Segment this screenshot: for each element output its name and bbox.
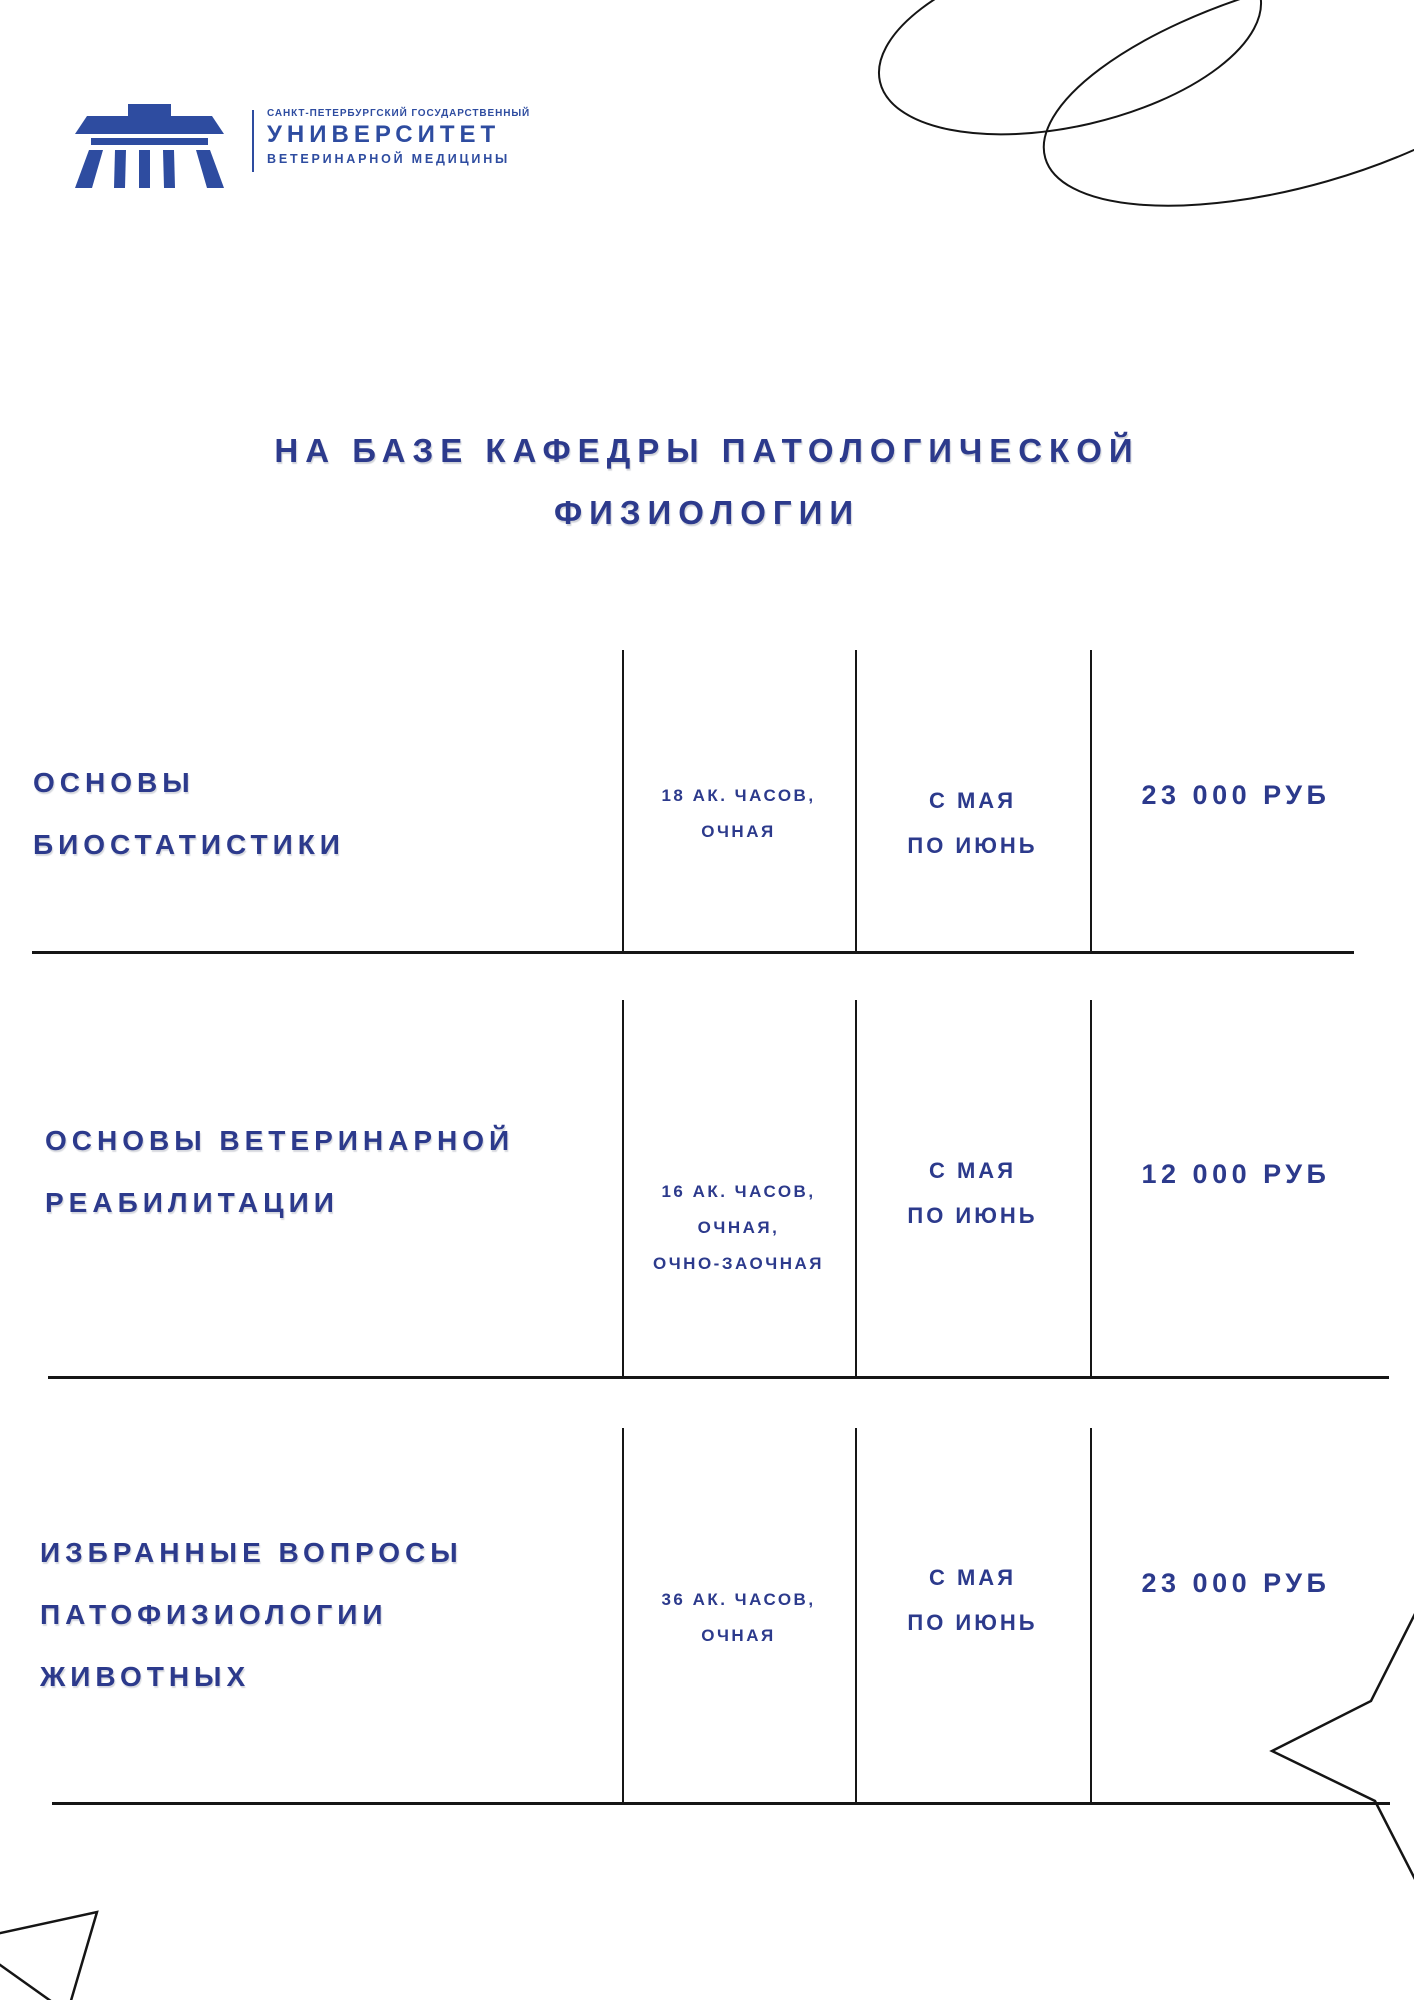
course-name-line: ЖИВОТНЫХ xyxy=(40,1661,251,1692)
course-name-line: РЕАБИЛИТАЦИИ xyxy=(45,1187,339,1218)
course-dates: С МАЯ ПО ИЮНЬ xyxy=(907,788,1038,858)
table-vline xyxy=(1090,1428,1092,1803)
course-dates: С МАЯ ПО ИЮНЬ xyxy=(907,1158,1038,1228)
org-name-top: САНКТ-ПЕТЕРБУРГСКИЙ ГОСУДАРСТВЕННЫЙ xyxy=(267,108,531,119)
university-logo xyxy=(75,100,555,195)
university-portico-icon xyxy=(75,104,224,188)
course-name xyxy=(45,1110,514,1234)
course-name-line: ОСНОВЫ xyxy=(33,767,195,798)
course-name-line: ИЗБРАННЫЕ ВОПРОСЫ xyxy=(40,1537,463,1568)
star-outline-icon xyxy=(1230,1590,1414,2000)
course-dates: С МАЯ ПО ИЮНЬ xyxy=(907,1565,1038,1635)
course-name-line: ОСНОВЫ ВЕТЕРИНАРНОЙ xyxy=(45,1125,515,1156)
org-name-sub: ВЕТЕРИНАРНОЙ МЕДИЦИНЫ xyxy=(267,152,511,166)
course-price: 23 000 РУБ xyxy=(1141,1568,1331,1598)
table-hline xyxy=(52,1802,1390,1805)
org-name-main: УНИВЕРСИТЕТ xyxy=(267,121,501,148)
table-hline xyxy=(32,951,1354,954)
course-name xyxy=(40,1522,463,1708)
page-title-line-2: ФИЗИОЛОГИИ xyxy=(553,494,861,531)
course-hours: 36 АК. ЧАСОВ, ОЧНАЯ xyxy=(661,1590,816,1645)
course-name-line: БИОСТАТИСТИКИ xyxy=(33,829,345,860)
course-name-line: ПАТОФИЗИОЛОГИИ xyxy=(40,1599,388,1630)
course-price: 12 000 РУБ xyxy=(1141,1159,1331,1189)
course-hours: 18 АК. ЧАСОВ, ОЧНАЯ xyxy=(661,786,816,841)
double-ellipse-sketch-icon xyxy=(814,0,1414,240)
course-name xyxy=(33,752,345,876)
table-hline xyxy=(48,1376,1389,1379)
course-hours: 16 АК. ЧАСОВ, ОЧНАЯ, ОЧНО-ЗАОЧНАЯ xyxy=(653,1182,824,1273)
page-title xyxy=(0,420,1414,544)
partial-star-outline-icon xyxy=(0,1880,250,2000)
logo-divider xyxy=(252,110,254,172)
course-price: 23 000 РУБ xyxy=(1141,780,1331,810)
page-title-line-1: НА БАЗЕ КАФЕДРЫ ПАТОЛОГИЧЕСКОЙ xyxy=(274,432,1140,469)
